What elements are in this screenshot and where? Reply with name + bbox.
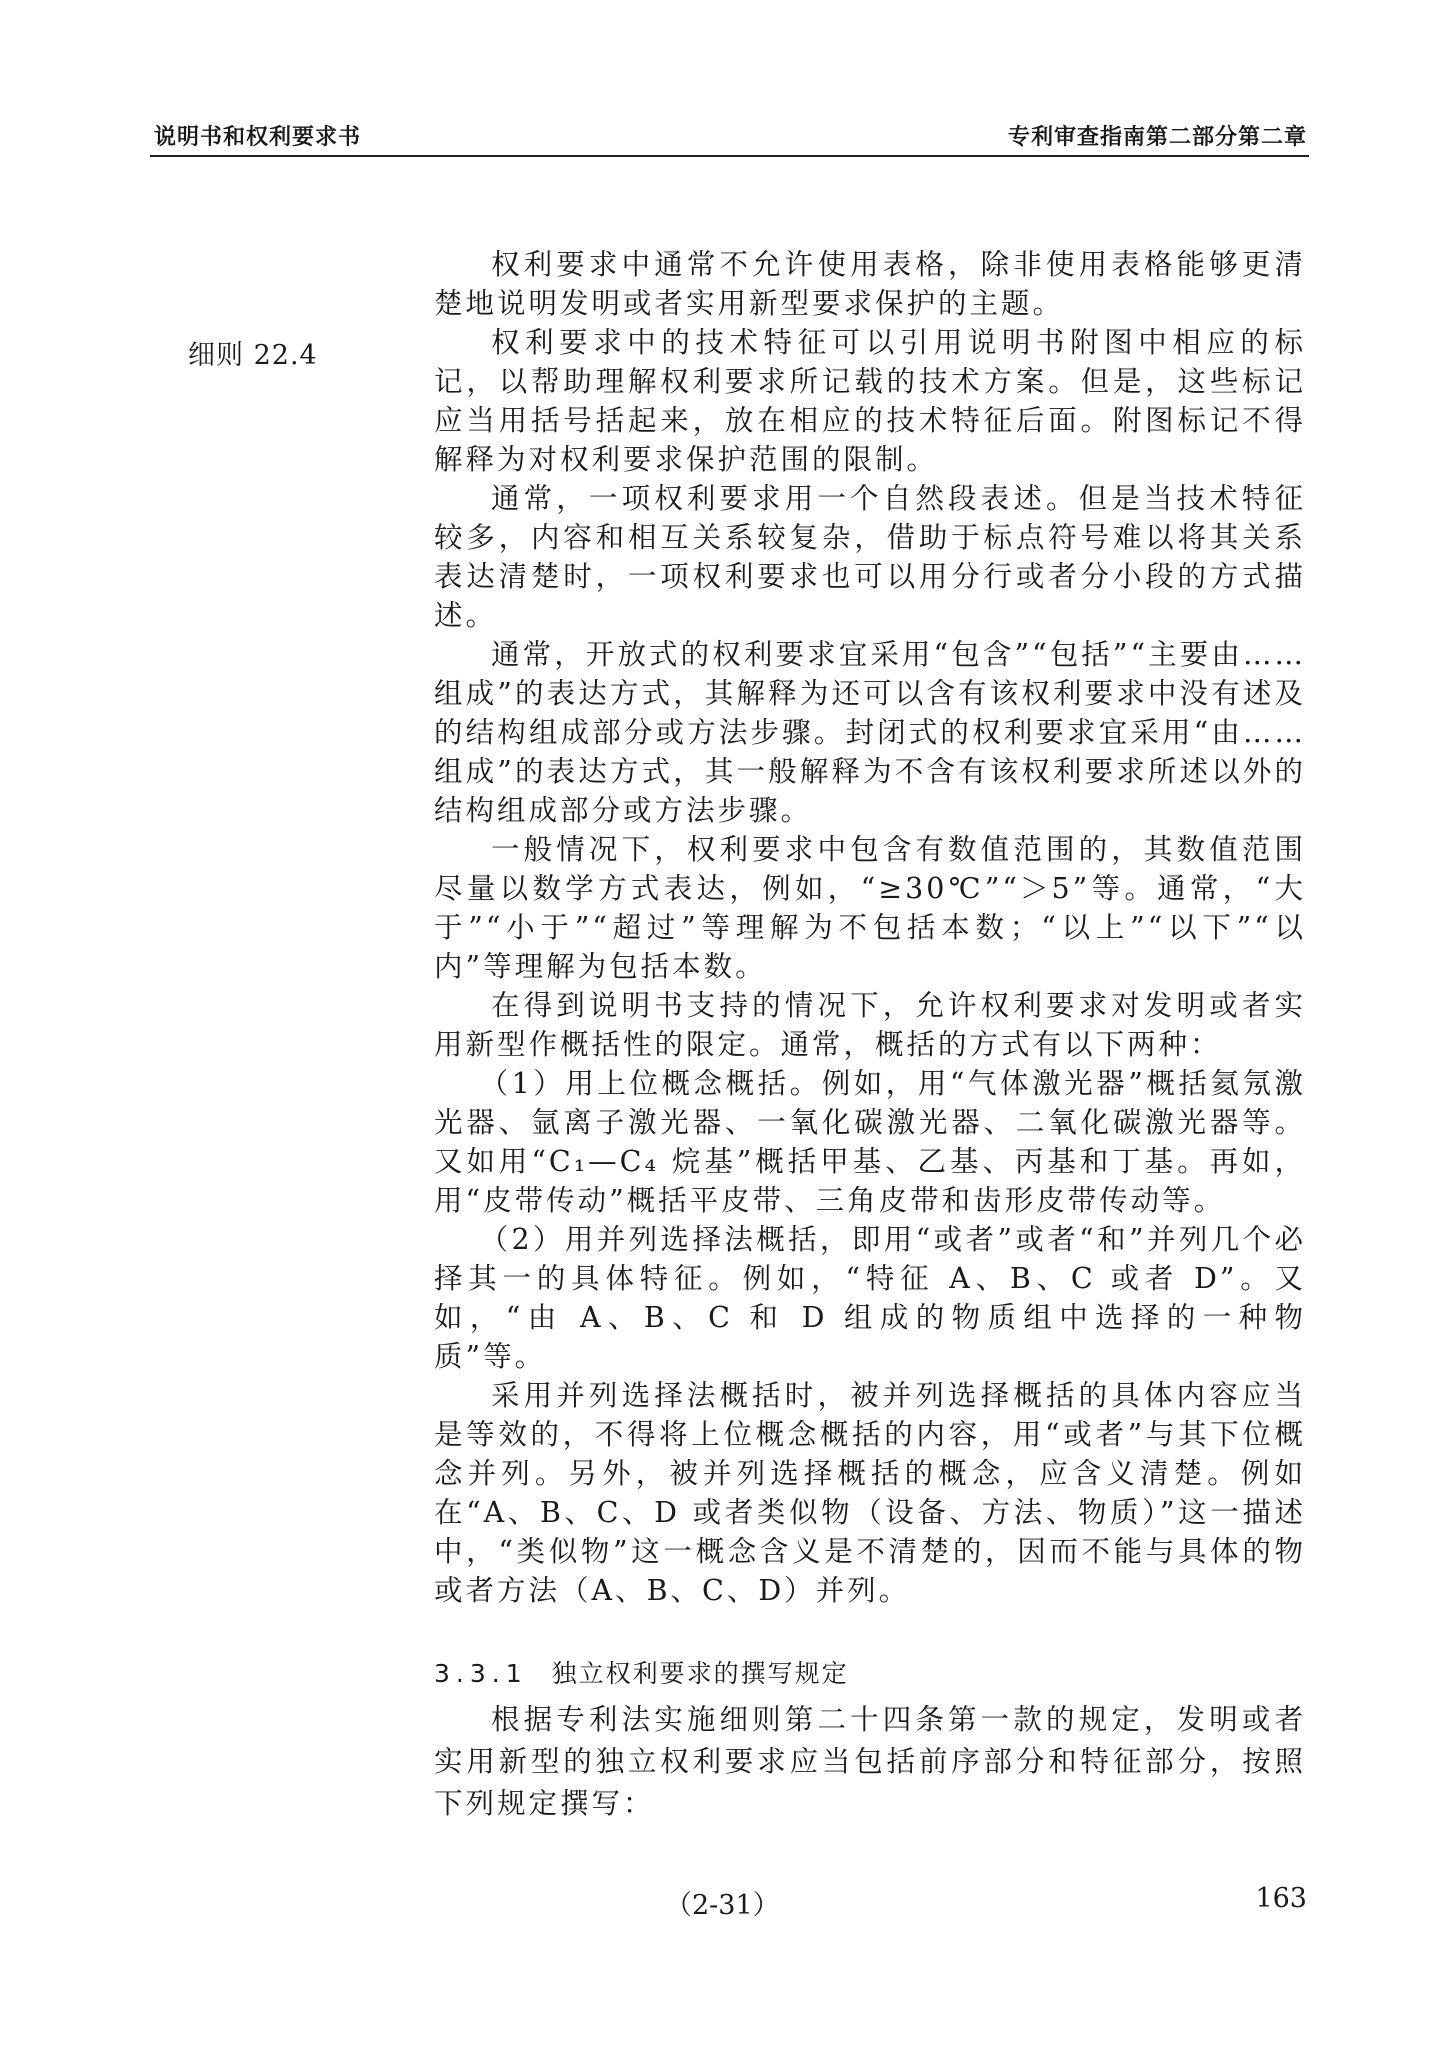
body-paragraph: 根据专利法实施细则第二十四条第一款的规定，发明或者实用新型的独立权利要求应当包括前序部分和特征部分，按照下列规定撰写： (434, 1703, 1306, 1820)
page-number: 163 (1255, 1883, 1307, 1914)
section-number: 3.3.1 (434, 1659, 528, 1688)
enumerated-paragraph: （2）用并列选择法概括，即用“或者”或者“和”并列几个必择其一的具体特征。例如，“特征 A、B、C 或者 D”。又如，“由 A、B、C 和 D 组成的物质组中选择的一种物质”等。 (434, 1223, 1306, 1373)
body-paragraph: 权利要求中通常不允许使用表格，除非使用表格能够更清楚地说明发明或者实用新型要求保护的主题。 (434, 248, 1306, 320)
body-paragraph: 一般情况下，权利要求中包含有数值范围的，其数值范围尽量以数学方式表达，例如，“≥30℃”“＞5”等。通常，“大于”“小于”“超过”等理解为不包括本数；“以上”“以下”“以内”等理解为包括本数。 (434, 833, 1306, 983)
body-paragraph: 采用并列选择法概括时，被并列选择概括的具体内容应当是等效的，不得将上位概念概括的内容，用“或者”与其下位概念并列。另外，被并列选择概括的概念，应含义清楚。例如在“A、B、C、D 或者类似物（设备、方法、物质）”这一描述中，“类似物”这一概念含义是不清楚的，因而不能与具体的物或者方法（A、B、C、D）并列。 (434, 1379, 1306, 1607)
section-title: 独立权利要求的撰写规定 (551, 1659, 849, 1688)
header-rule (150, 155, 1309, 157)
body-paragraph: 权利要求中的技术特征可以引用说明书附图中相应的标记，以帮助理解权利要求所记载的技术方案。但是，这些标记应当用括号括起来，放在相应的技术特征后面。附图标记不得解释为对权利要求保护范围的限制。 (434, 326, 1306, 476)
body-paragraph: 通常，开放式的权利要求宜采用“包含”“包括”“主要由……组成”的表达方式，其解释为还可以含有该权利要求中没有述及的结构组成部分或方法步骤。封闭式的权利要求宜采用“由……组成”的表达方式，其一般解释为不含有该权利要求所述以外的结构组成部分或方法步骤。 (434, 638, 1306, 827)
section-heading (434, 1656, 1306, 1692)
body-paragraph: 在得到说明书支持的情况下，允许权利要求对发明或者实用新型作概括性的限定。通常，概括的方式有以下两种： (434, 989, 1306, 1061)
margin-note: 细则 22.4 (188, 340, 318, 371)
page-section-number: （2-31） (665, 1890, 780, 1921)
running-header-left: 说明书和权利要求书 (154, 125, 362, 150)
running-header-right: 专利审查指南第二部分第二章 (1007, 125, 1307, 150)
page-body (434, 245, 1306, 1825)
enumerated-paragraph: （1）用上位概念概括。例如，用“气体激光器”概括氦氖激光器、氩离子激光器、一氧化碳激光器、二氧化碳激光器等。又如用“C₁—C₄ 烷基”概括甲基、乙基、丙基和丁基。再如，用“皮带传动”概括平皮带、三角皮带和齿形皮带传动等。 (434, 1067, 1306, 1217)
body-paragraph: 通常，一项权利要求用一个自然段表述。但是当技术特征较多，内容和相互关系较复杂，借助于标点符号难以将其关系表达清楚时，一项权利要求也可以用分行或者分小段的方式描述。 (434, 482, 1306, 632)
